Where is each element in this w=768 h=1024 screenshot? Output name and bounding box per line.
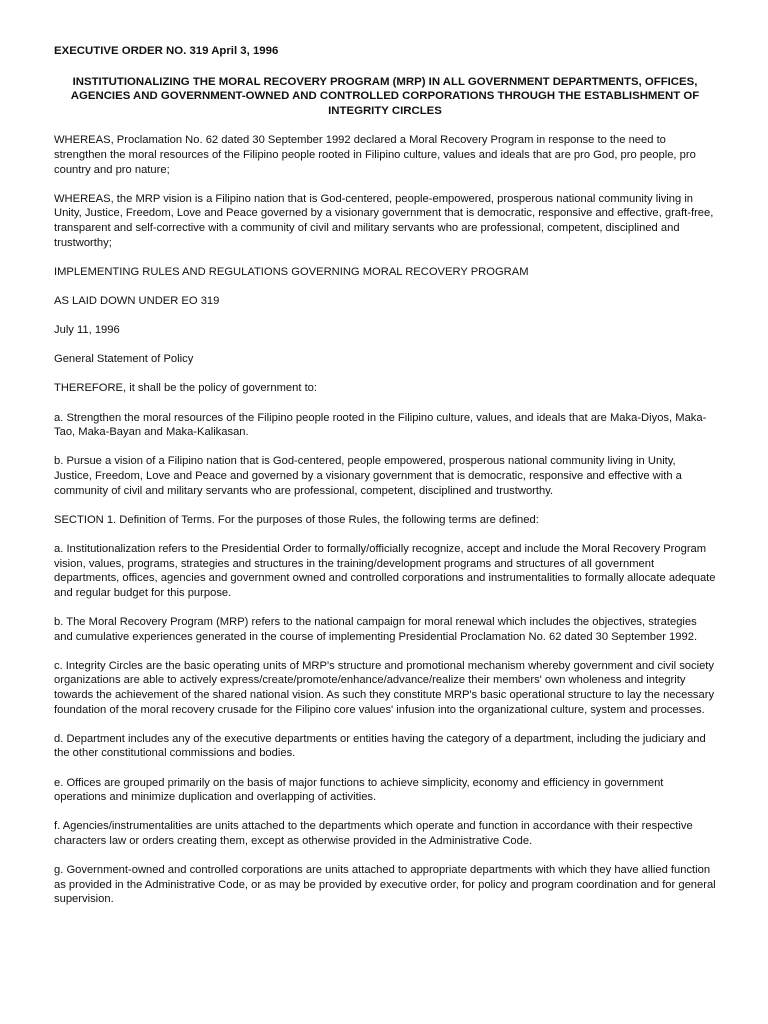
policy-intro: THEREFORE, it shall be the policy of government to:: [54, 382, 318, 395]
definition-a: a. Institutionalization refers to the Presidential Order to formally/officially recognize, accept and include the Moral Recovery Program vision, values, programs, strategies and structures in the training/development programs and structures of all government departments, offices, agencies and government owned and controlled corporations and instrumentalities to formally allocate adequate and regular budget for this purpose.: [54, 543, 716, 599]
definition-g: g. Government-owned and controlled corporations are units attached to appropriate departments with which they have allied function as provided in the Administrative Code, or as may be provided by executive order, for policy and program coordination and for general supervision.: [54, 864, 716, 906]
whereas-paragraph-2: WHEREAS, the MRP vision is a Filipino nation that is God-centered, people-empowered, prosperous national community living in Unity, Justice, Freedom, Love and Peace governed by a visionary government that is democratic, responsive and effective, graft-free, transparent and self-corrective with a community of civil and military servants who are professional, competent, disciplined and trustworthy;: [54, 192, 714, 249]
policy-item-a: a. Strengthen the moral resources of the Filipino people rooted in the Filipino culture, values, and ideals that are Maka-Diyos, Maka-Tao, Maka-Bayan and Maka-Kalikasan.: [54, 411, 707, 439]
definition-b: b. The Moral Recovery Program (MRP) refers to the national campaign for moral renewal which includes the objectives, strategies and cumulative experiences generated in the course of implementing Presidential Proclamation No. 62 dated 30 September 1992.: [54, 615, 698, 643]
document-heading: INSTITUTIONALIZING THE MORAL RECOVERY PROGRAM (MRP) IN ALL GOVERNMENT DEPARTMENTS, OFFICES, AGENCIES AND GOVERNMENT-OWNED AND CONTROLLED CORPORATIONS THROUGH THE ESTABLISHMENT OF INTEGRITY CIRCLES: [70, 75, 700, 117]
rules-date: July 11, 1996: [54, 324, 120, 337]
policy-heading: General Statement of Policy: [54, 353, 194, 366]
document-page: [54, 44, 716, 921]
policy-item-b: b. Pursue a vision of a Filipino nation that is God-centered, people empowered, prosperous national community living in Unity, Justice, Freedom, Love and Peace and governed by a visionary government that is democratic, responsive and effective with a community of civil and military servants who are professional, competent, disciplined and trustworthy.: [54, 455, 682, 497]
section-1-heading: SECTION 1. Definition of Terms. For the purposes of those Rules, the following terms are defined:: [54, 513, 539, 526]
definition-f: f. Agencies/instrumentalities are units attached to the departments which operate and function in accordance with their respective characters law or orders creating them, except as otherwise provided in the Administrative Code.: [54, 820, 693, 847]
definition-c: c. Integrity Circles are the basic operating units of MRP's structure and promotional mechanism whereby government and civil society organizations are able to actively express/create/promote/enhance/advance/realize their members' own wholeness and integrity towards the achievement of the shared national vision. As such they constitute MRP's basic operational structure to lay the necessary foundation of the moral recovery crusade for the Filipino core values' infusion into the organizational culture, system and processes.: [54, 659, 715, 716]
rules-subheading: AS LAID DOWN UNDER EO 319: [54, 294, 220, 307]
document-title: EXECUTIVE ORDER NO. 319 April 3, 1996: [54, 45, 279, 57]
definition-e: e. Offices are grouped primarily on the basis of major functions to achieve simplicity, economy and efficiency in government operations and minimize duplication and overlapping of activities.: [54, 776, 664, 804]
whereas-paragraph-1: WHEREAS, Proclamation No. 62 dated 30 September 1992 declared a Moral Recovery Program in response to the need to strengthen the moral resources of the Filipino people rooted in Filipino culture, values and ideals that are pro God, pro people, pro country and pro nature;: [54, 134, 696, 176]
rules-heading: IMPLEMENTING RULES AND REGULATIONS GOVERNING MORAL RECOVERY PROGRAM: [54, 265, 529, 278]
definition-d: d. Department includes any of the executive departments or entities having the category of a department, including the judiciary and the other constitutional commissions and bodies.: [54, 732, 706, 760]
